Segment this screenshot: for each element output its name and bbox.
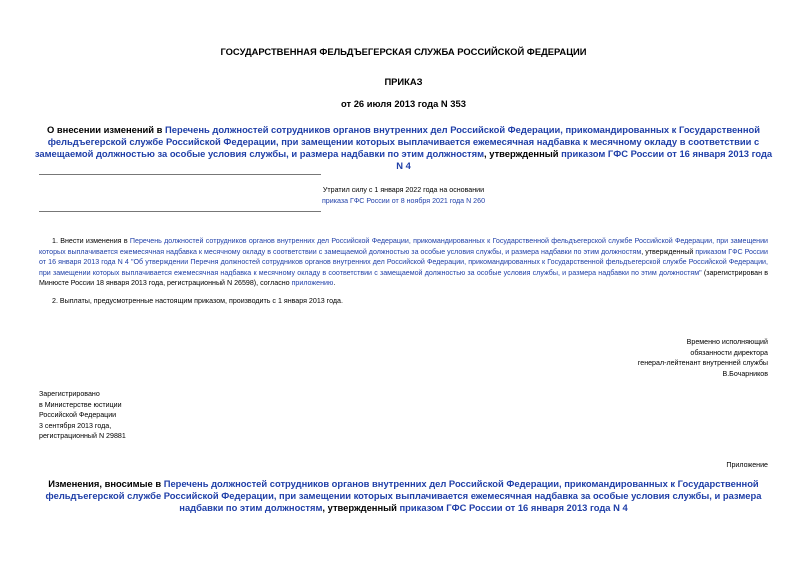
appendix-label: Приложение: [726, 461, 768, 469]
signature-block: [468, 337, 768, 379]
signature-line-2: обязанности директора: [690, 348, 768, 357]
p1-text-2: , утвержденный: [641, 247, 696, 256]
p1-list-link[interactable]: Перечень должностей сотрудников органов внутренних дел Российской Федерации, прикомандированных к Государственной фельдъегерской службе Российской Федерации, при замещении которых выплачивается ежемесячная надбавка к месячному окладу в соответствии с замещаемой должностью за особые условия службы, и размера надбавки по этим должностям: [39, 237, 769, 256]
signature-line-1: Временно исполняющий: [686, 338, 768, 346]
title-prefix: О внесении изменений в: [47, 124, 166, 135]
divider-top: [39, 174, 321, 175]
appendix-list-link[interactable]: Перечень должностей сотрудников органов внутренних дел Российской Федерации, прикомандированных к Государственной фельдъегерской службе Российской Федерации, при замещении которых выплачивается ежемесячная надбавка за особые условия службы, и размера надбавки по этим должностям: [45, 478, 762, 513]
agency-title: ГОСУДАРСТВЕННАЯ ФЕЛЬДЪЕГЕРСКАЯ СЛУЖБА РОССИЙСКОЙ ФЕДЕРАЦИИ: [220, 46, 587, 57]
doc-date-number: от 26 июля 2013 года N 353: [341, 98, 466, 109]
divider-bottom: [39, 211, 321, 212]
p1-text-3: (зарегистрирован в Минюсте России 18 января 2013 года, регистрационный N 26598), согласно: [39, 268, 768, 287]
document-title: [32, 124, 775, 172]
paragraph-2: 2. Выплаты, предусмотренные настоящим приказом, производить с 1 января 2013 года.: [52, 297, 343, 305]
title-middle: , утвержденный: [484, 148, 562, 159]
registration-line-1: Зарегистрировано: [39, 390, 100, 398]
repeal-order-link[interactable]: приказа ГФС России от 8 ноября 2021 года N 260: [321, 196, 486, 205]
p1-order-link[interactable]: приказом ГФС России от 16 января 2013 года N 4 "Об утверждении Перечня должностей сотрудников органов внутренних дел Российской Федерации, прикомандированных к Государственной фельдъегерской службе Российской Федерации, при замещении которых выплачивается ежемесячная надбавка к месячному окладу в соответствии с замещаемой должностью за особые условия службы, и размера надбавки по этим должностям": [39, 247, 768, 277]
p1-text-1: 1. Внести изменения в: [52, 237, 130, 245]
registration-block: [39, 389, 339, 442]
paragraph-1: [39, 236, 768, 289]
appendix-title: [32, 478, 775, 514]
p1-text-4: .: [333, 279, 336, 287]
registration-line-3: Российской Федерации: [39, 411, 117, 419]
repeal-notice: [0, 185, 807, 206]
doc-type: ПРИКАЗ: [384, 76, 423, 87]
repeal-notice-text: Утратил силу с 1 января 2022 года на основании: [322, 186, 485, 194]
registration-line-2: в Министерстве юстиции: [39, 400, 122, 409]
title-list-link[interactable]: Перечень должностей сотрудников органов внутренних дел Российской Федерации, прикомандированных к Государственной фельдъегерской службе Российской Федерации, при замещении которых выплачивается ежемесячная надбавка к месячному окладу в соответствии с замещаемой должностью за особые условия службы, и размера надбавки по этим должностям: [34, 124, 760, 159]
title-order-link[interactable]: приказом ГФС России от 16 января 2013 года N 4: [396, 148, 773, 171]
signature-name: В.Бочарников: [722, 369, 768, 378]
appendix-order-link[interactable]: приказом ГФС России от 16 января 2013 года N 4: [399, 502, 628, 513]
signature-line-3: генерал-лейтенант внутренней службы: [637, 359, 768, 367]
appendix-prefix: Изменения, вносимые в: [48, 478, 164, 489]
appendix-middle: , утвержденный: [322, 502, 400, 513]
p1-appendix-link[interactable]: приложению: [291, 279, 334, 287]
registration-line-5: регистрационный N 29881: [39, 432, 126, 440]
registration-line-4: 3 сентября 2013 года,: [39, 421, 112, 430]
